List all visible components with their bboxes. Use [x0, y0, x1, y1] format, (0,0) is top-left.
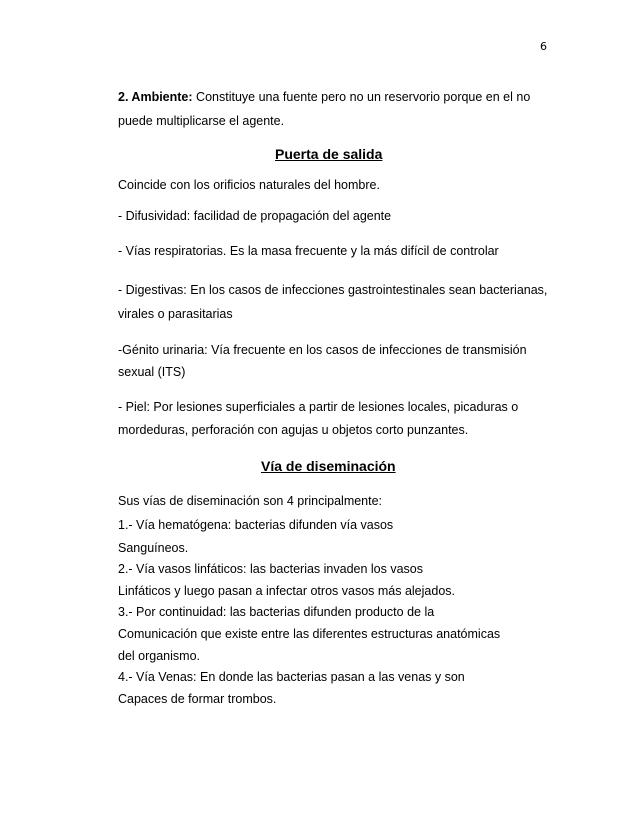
item-3-line-2: Comunicación que existe entre las diferentes estructuras anatómicas	[118, 627, 501, 641]
page-number: 6	[540, 40, 547, 53]
ambiente-line-2: puede multiplicarse el agente.	[118, 114, 285, 128]
item-3-line-3: del organismo.	[118, 649, 200, 663]
item-2-line-2: Linfáticos y luego pasan a infectar otros vasos más alejados.	[118, 584, 455, 598]
item-3-line-1: 3.- Por continuidad: las bacterias difunden producto de la	[118, 605, 435, 619]
via-de-diseminacion-heading: Vía de diseminación	[261, 458, 396, 474]
piel-line-2: mordeduras, perforación con agujas u objetos corto punzantes.	[118, 423, 469, 437]
item-2-line-1: 2.- Vía vasos linfáticos: las bacterias invaden los vasos	[118, 562, 424, 576]
genito-urinaria-line-2: sexual (ITS)	[118, 365, 186, 379]
item-4-line-2: Capaces de formar trombos.	[118, 692, 277, 706]
puerta-intro: Coincide con los orificios naturales del hombre.	[118, 178, 380, 192]
piel-line-1: - Piel: Por lesiones superficiales a partir de lesiones locales, picaduras o	[118, 400, 519, 414]
puerta-de-salida-heading: Puerta de salida	[275, 146, 383, 162]
difusividad-text: - Difusividad: facilidad de propagación del agente	[118, 209, 392, 223]
digestivas-line-2: virales o parasitarias	[118, 307, 233, 321]
ambiente-text: Constituye una fuente pero no un reservorio porque en el no	[192, 90, 531, 104]
diseminacion-intro: Sus vías de diseminación son 4 principalmente:	[118, 494, 383, 508]
genito-urinaria-line-1: -Génito urinaria: Vía frecuente en los casos de infecciones de transmisión	[118, 343, 527, 357]
ambiente-label: 2. Ambiente:	[118, 90, 193, 104]
item-1-line-2: Sanguíneos.	[118, 541, 189, 555]
ambiente-line-1	[118, 91, 530, 104]
vias-respiratorias-text: - Vías respiratorias. Es la masa frecuente y la más difícil de controlar	[118, 244, 499, 258]
item-4-line-1: 4.- Vía Venas: En donde las bacterias pasan a las venas y son	[118, 670, 465, 684]
item-1-line-1: 1.- Vía hematógena: bacterias difunden vía vasos	[118, 518, 394, 532]
digestivas-line-1: - Digestivas: En los casos de infecciones gastrointestinales sean bacterianas,	[118, 283, 548, 297]
